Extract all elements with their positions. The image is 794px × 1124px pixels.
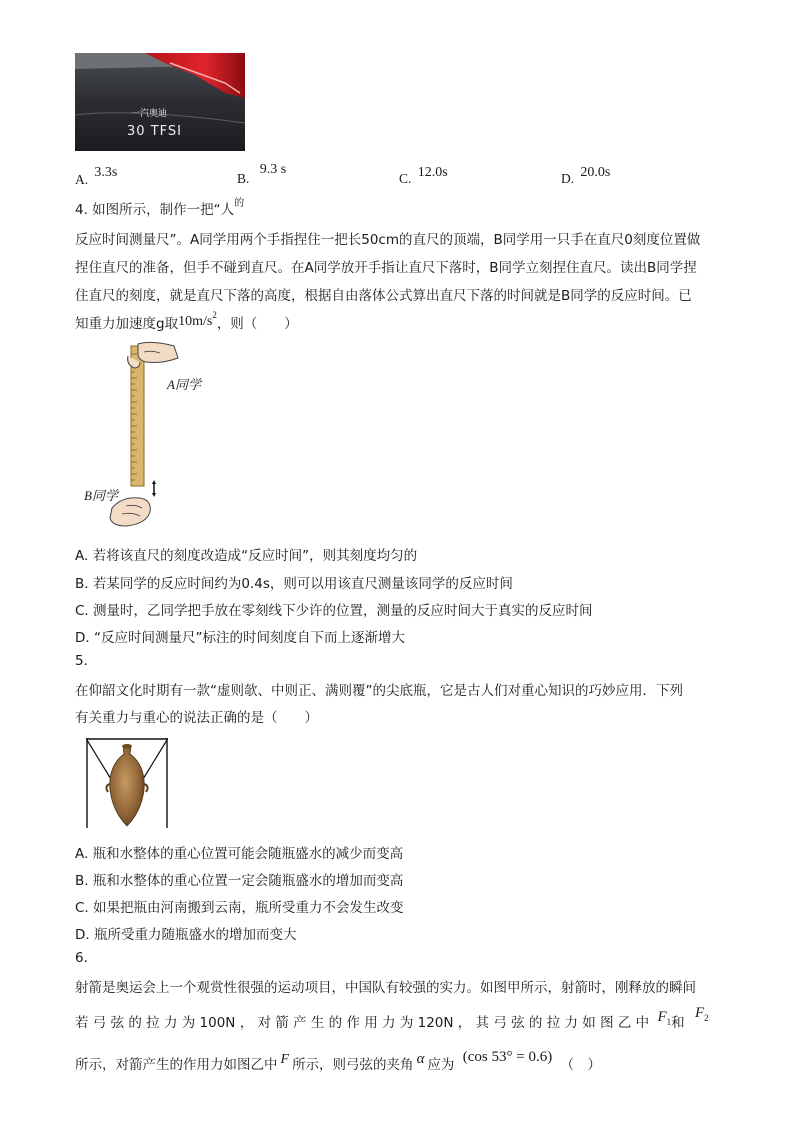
q5-vase-figure: [86, 738, 168, 828]
q4-line4: 住直尺的刻度，就是直尺下落的高度，根据自由落体公式算出直尺下落的时间就是B同学的反应时间。已: [75, 288, 692, 304]
q5-line2: 有关重力与重心的说法正确的是（ ）: [75, 710, 318, 726]
q4-line5: 知重力加速度g取$10m/s^2$，则（ ）: [75, 310, 298, 332]
car-rear-illustration: [75, 53, 245, 151]
q3-option-a: A. 3.3s: [75, 165, 118, 187]
q3-option-c: C. 12.0s: [399, 165, 448, 186]
q6-line2: 若 弓 弦 的 拉 力 为 100N ， 对 箭 产 生 的 作 用 力 为 120N ， 其 弓 弦 的 拉 力 如 图 乙 中 F1和 $F^2$: [75, 1005, 709, 1031]
q4-option-d: D. “反应时间测量尺”标注的时间刻度自下而上逐渐增大: [75, 630, 405, 646]
car-badge-model: 30 TFSI: [127, 124, 182, 139]
q4-lead: 4. 如图所示，制作一把“人$^的$: [75, 198, 245, 218]
q4-ruler-figure: [82, 340, 212, 535]
q5-line1: 在仰韶文化时期有一款“虚则欹、中则正、满则覆”的尖底瓶，它是古人们对重心知识的巧妙应用．下列: [75, 683, 683, 699]
q5-number: 5.: [75, 653, 88, 669]
q3-option-d: D. 20.0s: [561, 165, 611, 186]
q6-number: 6.: [75, 950, 88, 966]
vase-icon: [110, 746, 144, 826]
q4-option-b: B. 若某同学的反应时间约为0.4s，则可以用该直尺测量该同学的反应时间: [75, 576, 513, 592]
q6-line3: 所示，对箭产生的作用力如图乙中 F 所示，则弓弦的夹角 α 应为 (cos 53° = 0.6) （ ）: [75, 1049, 601, 1073]
q3-option-b: B. 9.3 s: [237, 162, 287, 186]
q5-option-b: B. 瓶和水整体的重心位置一定会随瓶盛水的增加而变高: [75, 873, 404, 889]
q6-line1: 射箭是奥运会上一个观赏性很强的运动项目，中国队有较强的实力。如图甲所示，射箭时，刚释放的瞬间: [75, 980, 696, 996]
q5-option-c: C. 如果把瓶由河南搬到云南，瓶所受重力不会发生改变: [75, 900, 404, 916]
car-badge-cn: 一汽奥迪: [131, 109, 168, 119]
q4-option-c: C. 测量时，乙同学把手放在零刻线下少许的位置，测量的反应时间大于真实的反应时间: [75, 603, 593, 619]
q4-line2: 反应时间测量尺”。A同学用两个手指捏住一把长50cm的直尺的顶端，B同学用一只手在直尺0刻度位置做: [75, 232, 701, 248]
fig-label-a: A同学: [167, 377, 201, 392]
q5-option-d: D. 瓶所受重力随瓶盛水的增加而变大: [75, 927, 297, 943]
fig-label-b: B同学: [84, 488, 118, 503]
q5-option-a: A. 瓶和水整体的重心位置可能会随瓶盛水的减少而变高: [75, 846, 404, 862]
q4-option-a: A. 若将该直尺的刻度改造成“反应时间”，则其刻度均匀的: [75, 548, 418, 564]
cos-expression: (cos 53° = 0.6): [462, 1049, 553, 1065]
car-photo: [75, 53, 245, 151]
q4-line3: 捏住直尺的准备，但手不碰到直尺。在A同学放开手指让直尺下落时，B同学立刻捏住直尺。读出B同学捏: [75, 260, 697, 276]
